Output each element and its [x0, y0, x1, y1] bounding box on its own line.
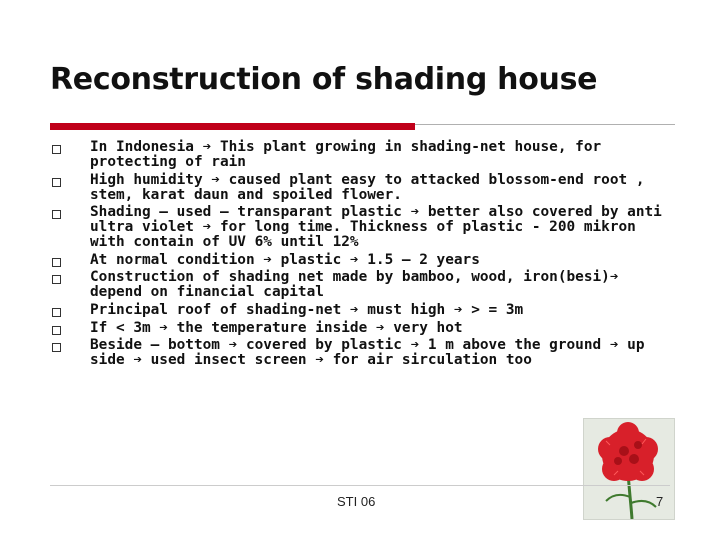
bullet-text: High humidity ➔ caused plant easy to attacked blossom-end root , stem, karat daun and spoiled flower.: [90, 171, 645, 203]
square-bullet-icon: [52, 178, 61, 187]
bullet-item: [52, 205, 672, 250]
square-bullet-icon: [52, 275, 61, 284]
bullet-text: Shading – used – transparant plastic ➔ better also covered by anti ultra violet ➔ for long time. Thickness of plastic - 200 mikron with contain of UV 6% until 12%: [90, 204, 662, 251]
footer-label: STI 06: [337, 494, 376, 509]
bullet-text: Principal roof of shading-net ➔ must high ➔ > = 3m: [90, 301, 524, 318]
square-bullet-icon: [52, 145, 61, 154]
bullet-text: If < 3m ➔ the temperature inside ➔ very hot: [90, 319, 463, 336]
bullet-item: [52, 270, 672, 300]
title-accent-bar: [50, 123, 415, 130]
square-bullet-icon: [52, 258, 61, 267]
bullet-item: [52, 303, 672, 318]
bullet-list: [52, 140, 672, 371]
bullet-item: [52, 140, 672, 170]
square-bullet-icon: [52, 326, 61, 335]
bullet-text: In Indonesia ➔ This plant growing in shading-net house, for protecting of rain: [90, 139, 602, 170]
bullet-item: [52, 338, 672, 368]
bullet-item: [52, 321, 672, 336]
bullet-text: Construction of shading net made by bamboo, wood, iron(besi)➔ depend on financial capital: [90, 269, 619, 301]
square-bullet-icon: [52, 343, 61, 352]
bullet-item: [52, 253, 672, 268]
bullet-text: Beside – bottom ➔ covered by plastic ➔ 1 m above the ground ➔ up side ➔ used insect screen ➔ for air sirculation too: [90, 337, 645, 369]
page-number: 7: [656, 494, 664, 509]
bullet-text: At normal condition ➔ plastic ➔ 1.5 – 2 years: [90, 251, 480, 268]
square-bullet-icon: [52, 210, 61, 219]
footer-divider: [50, 485, 670, 486]
square-bullet-icon: [52, 308, 61, 317]
bullet-item: [52, 173, 672, 203]
slide-title: Reconstruction of shading house: [50, 62, 598, 97]
